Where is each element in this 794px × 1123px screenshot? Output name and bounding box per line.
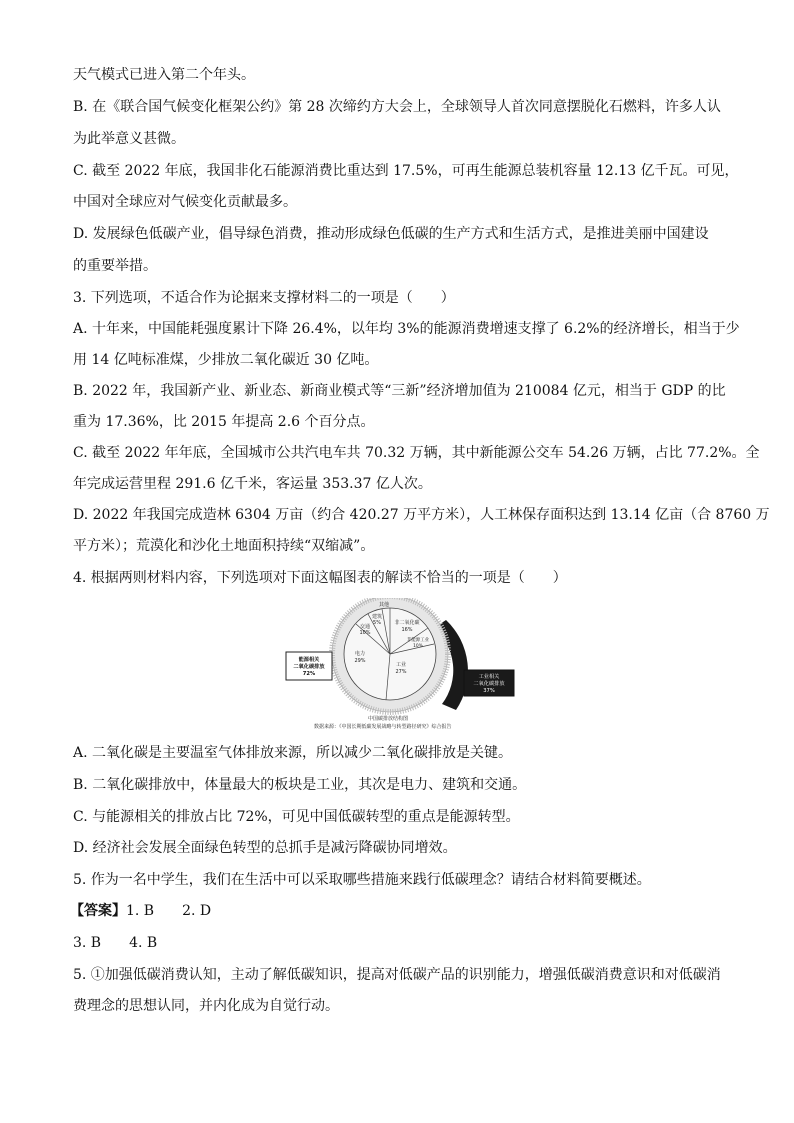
emission-structure-figure [270, 598, 530, 738]
text-line: D. 2022 年我国完成造林 6304 万亩（约合 420.27 万平方米），人工林保存面积达到 13.14 亿亩（合 8760 万 [73, 507, 770, 523]
text-line: 年完成运营里程 291.6 亿千米，客运量 353.37 亿人次。 [73, 476, 432, 492]
slice-label-power: 电力 [354, 651, 366, 657]
energy-box-line2: 二氧化碳排放 [293, 664, 325, 670]
slice-label-nonenergy: 非能源工业 [407, 638, 429, 643]
slice-value-industry: 27% [395, 669, 407, 675]
text-line: 天气模式已进入第二个年头。 [73, 67, 255, 83]
text-line: 的重要举措。 [73, 258, 157, 274]
text-line: 中国对全球应对气候变化贡献最多。 [73, 194, 297, 210]
answer-line-4: 费理念的思想认同，并内化成为自觉行动。 [73, 998, 339, 1014]
answer-line-1 [70, 902, 211, 920]
text-line: 用 14 亿吨标准煤，少排放二氧化碳近 30 亿吨。 [73, 352, 379, 368]
slice-label-other: 其他 [378, 602, 390, 608]
option-4c: C. 与能源相关的排放占比 72%，可见中国低碳转型的重点是能源转型。 [73, 809, 520, 825]
slice-label-industry: 工业 [395, 662, 407, 668]
option-4a: A. 二氧化碳是主要温室气体排放来源，所以减少二氧化碳排放是关键。 [73, 745, 513, 761]
slice-value-nonenergy: 10% [413, 644, 423, 649]
question-5: 5. 作为一名中学生，我们在生活中可以采取哪些措施来践行低碳理念？请结合材料简要概述。 [73, 872, 651, 888]
option-4b: B. 二氧化碳排放中，体量最大的板块是工业，其次是电力、建筑和交通。 [73, 777, 527, 793]
figure-caption-source: 数据来源：《中国长期低碳发展战略与转型路径研究》综合报告 [314, 724, 452, 730]
slice-value-nonco2: 16% [401, 627, 413, 633]
industry-box-line3: 37% [483, 688, 495, 694]
text-line: A. 十年来，中国能耗强度累计下降 26.4%，以年均 3%的能源消费增速支撑了 6.2%的经济增长，相当于少 [73, 321, 740, 337]
answer-1-2: 1. B 2. D [126, 903, 212, 919]
option-4d: D. 经济社会发展全面绿色转型的总抓手是减污降碳协同增效。 [73, 840, 457, 856]
text-line: C. 截至 2022 年年底，全国城市公共汽电车共 70.32 万辆，其中新能源公交车 54.26 万辆，占比 77.2%。全 [73, 445, 760, 461]
slice-label-nonco2: 非二氧化碳 [394, 620, 420, 626]
slice-label-transport: 交通 [359, 624, 371, 630]
text-line: 平方米）；荒漠化和沙化土地面积持续“双缩减”。 [73, 538, 375, 554]
text-line: D. 发展绿色低碳产业，倡导绿色消费，推动形成绿色低碳的生产方式和生活方式，是推进美丽中国建设 [73, 226, 709, 242]
slice-label-building: 建筑 [371, 614, 383, 620]
text-line: B. 在《联合国气候变化框架公约》第 28 次缔约方大会上，全球领导人首次同意摆脱化石燃料，许多人认 [73, 99, 721, 115]
text-line: 为此举意义甚微。 [73, 131, 185, 147]
slice-value-power: 29% [354, 658, 366, 664]
energy-box-line1: 能源相关 [298, 657, 320, 663]
slice-value-transport: 10% [359, 630, 371, 636]
answer-line-3: 5. ①加强低碳消费认知，主动了解低碳知识，提高对低碳产品的识别能力，增强低碳消费意识和对低碳消 [73, 967, 721, 983]
text-line: B. 2022 年，我国新产业、新业态、新商业模式等“三新”经济增加值为 210084 亿元，相当于 GDP 的比 [73, 383, 726, 399]
question-3: 3. 下列选项，不适合作为论据来支撑材料二的一项是（ ） [73, 290, 455, 306]
answer-line-2: 3. B 4. B [73, 935, 158, 951]
figure-caption-title: 中国碳排放结构图 [368, 716, 409, 722]
question-4: 4. 根据两则材料内容，下列选项对下面这幅图表的解读不恰当的一项是（ ） [73, 570, 567, 586]
text-line: C. 截至 2022 年底，我国非化石能源消费比重达到 17.5%，可再生能源总装机容量 12.13 亿千瓦。可见， [73, 163, 739, 179]
energy-box-line3: 72% [302, 671, 316, 677]
text-line: 重为 17.36%，比 2015 年提高 2.6 个百分点。 [73, 414, 375, 430]
slice-value-building: 5% [373, 620, 381, 626]
industry-box-line2: 二氧化碳排放 [473, 681, 505, 687]
industry-box-line1: 工业相关 [478, 674, 500, 680]
answer-tag: 【答案】 [70, 903, 126, 919]
